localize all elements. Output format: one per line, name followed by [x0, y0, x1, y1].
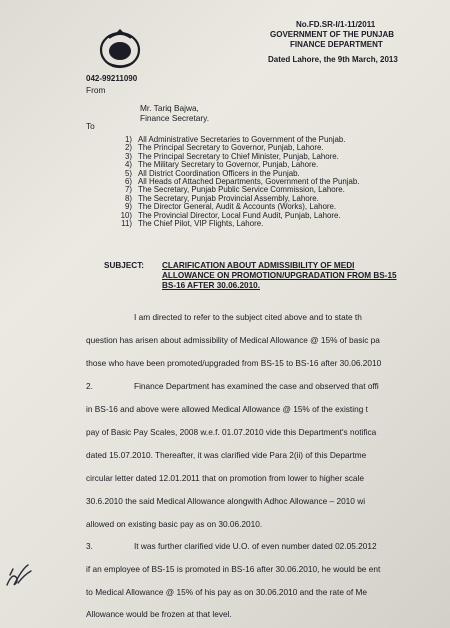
paragraph-line: It was further clarified vide U.O. of even number dated 02.05.2012 [134, 541, 377, 551]
subject-line: CLARIFICATION ABOUT ADMISSIBILITY OF MEDI [162, 261, 355, 270]
paragraph-line: if an employee of BS-15 is promoted in BS-16 after 30.06.2010, he would be ent [86, 564, 381, 574]
paragraph-line: Finance Department has examined the case and observed that offi [134, 381, 379, 391]
document-page: No.FD.SR-I/1-11/2011 GOVERNMENT OF THE PUNJAB FINANCE DEPARTMENT Dated Lahore, the 9th March, 2013 042-99211090 From Mr. Tariq Bajwa, Finance Secretary. To 1) All Administrative Secretaries to Government of the Punjab. 2) The Principal Secretary to Governor, Punjab, Lahore. 3) The Principal Secretary to Chief Minister, Punjab, Lahore. 4) The Military Secretary to Governor, Punjab, Lahore. 5) All District Coordination Officers in the Punjab. 6) All Heads of Attached Departments, Government of the Punjab. 7) The Secretary, Punjab Public Service Commission, Lahore. 8) The Secretary, Punjab Provincial Assembly, Lahore. 9) The Director General, Audit & Accounts (Works), Lahore. 10) The Provincial Director, Local Fund Audit, Punjab, Lahore. 11) The Chief Pilot, VIP Flights, Lahore. SUBJECT: CLARIFICATION ABOUT ADMISSIBILITY OF MEDI ALLOWANCE ON PROMOTION/UPGRADATION FROM BS-15 BS-16 AFTER 30.06.2010. I am directed to refer to the subject cited above and to state th question has arisen about admissibility of Medical Allowance @ 15% of basic pa those who have been promoted/upgraded from BS-15 to BS-16 after 30.06.2010 2. Finance Department has examined the case and observed that offi in BS-16 and above were allowed Medical Allowance @ 15% of the existing t pay of Basic Pay Scales, 2008 w.e.f. 01.07.2010 vide this Department's notifica dated 15.07.2010. Thereafter, it was clarified vide Para 2(ii) of this Departme circular letter dated 12.01.2011 that on promotion from lower to higher scale 30.6.2010 the said Medical Allowance alongwith Adhoc Allowance – 2010 wi allowed on existing basic pay as on 30.06.2010. 3. It was further clarified vide U.O. of even number dated 02.05.2012 if an employee of BS-15 is promoted in BS-16 after 30.06.2010, he would be ent to Medical Allowance @ 15% of his pay as on 30.06.2010 and the rate of Me Allowance would be frozen at that level. [0, 0, 450, 628]
paragraph-line: circular letter dated 12.01.2011 that on promotion from lower to higher scale [86, 473, 364, 483]
paragraph-line: 30.6.2010 the said Medical Allowance alongwith Adhoc Allowance – 2010 wi [86, 496, 366, 506]
government-emblem-icon [95, 28, 145, 70]
paragraph-line: question has arisen about admissibility of Medical Allowance @ 15% of basic pa [86, 335, 380, 345]
paragraph-line: in BS-16 and above were allowed Medical Allowance @ 15% of the existing t [86, 404, 368, 414]
subject-text [162, 261, 397, 291]
paragraph-number: 3. [86, 541, 93, 551]
subject-line: ALLOWANCE ON PROMOTION/UPGRADATION FROM BS-15 [162, 271, 397, 280]
phone-number: 042-99211090 [86, 74, 138, 83]
subject-label: SUBJECT: [104, 261, 145, 270]
from-label: From [86, 85, 106, 95]
subject-line: BS-16 AFTER 30.06.2010. [162, 281, 260, 290]
government-title: GOVERNMENT OF THE PUNJAB [270, 30, 395, 39]
paragraph-line: I am directed to refer to the subject cited above and to state th [134, 312, 362, 322]
paragraph-line: to Medical Allowance @ 15% of his pay as on 30.06.2010 and the rate of Me [86, 587, 368, 597]
department-title: FINANCE DEPARTMENT [290, 40, 383, 49]
paragraph-line: Allowance would be frozen at that level. [86, 609, 232, 619]
sender-title: Finance Secretary. [140, 113, 210, 123]
reference-number: No.FD.SR-I/1-11/2011 [296, 20, 376, 29]
paragraph-line: dated 15.07.2010. Thereafter, it was clarified vide Para 2(ii) of this Departme [86, 450, 367, 460]
to-label: To [86, 121, 95, 131]
paragraph-number: 2. [86, 381, 93, 391]
letter-date: Dated Lahore, the 9th March, 2013 [268, 55, 398, 64]
handwritten-signature-mark [4, 555, 36, 591]
paragraph-line: pay of Basic Pay Scales, 2008 w.e.f. 01.07.2010 vide this Department's notifica [86, 427, 377, 437]
sender-name: Mr. Tariq Bajwa, [140, 103, 199, 113]
paragraph-line: allowed on existing basic pay as on 30.06.2010. [86, 519, 263, 529]
paragraph-line: those who have been promoted/upgraded from BS-15 to BS-16 after 30.06.2010 [86, 358, 382, 368]
